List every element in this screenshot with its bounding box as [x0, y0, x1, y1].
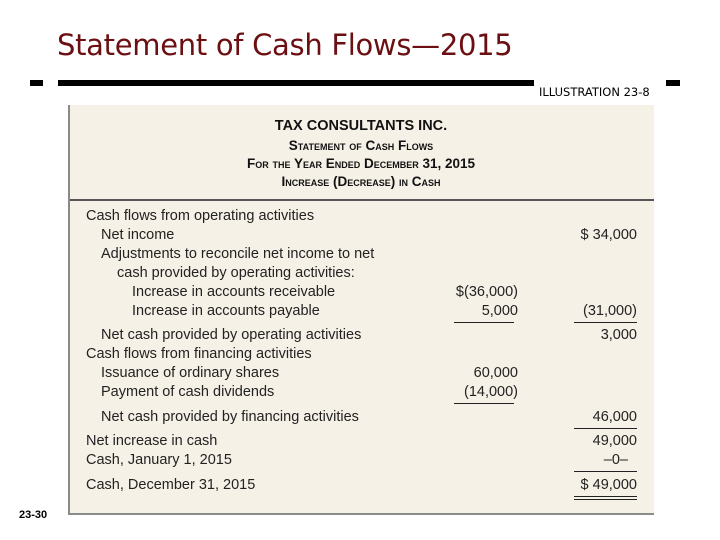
row-label: Increase in accounts receivable — [132, 284, 336, 300]
subtotal-underline — [574, 322, 637, 323]
row-label: Cash, January 1, 2015 — [86, 452, 232, 468]
row-label: Cash flows from financing activities — [86, 346, 312, 362]
row-label: Net income — [101, 227, 175, 243]
row-amount-detail: 60,000 — [473, 365, 518, 381]
statement-row — [68, 208, 654, 226]
statement-row — [68, 303, 654, 321]
row-amount-total: (31,000) — [582, 303, 637, 319]
statement-period: For the Year Ended December 31, 2015 — [246, 156, 476, 171]
statement-row — [68, 409, 654, 427]
row-amount-detail: $(36,000) — [455, 284, 518, 300]
statement-row — [68, 346, 654, 364]
row-label: Cash flows from operating activities — [86, 208, 315, 224]
statement-row — [68, 365, 654, 383]
panel-bottom-border — [68, 513, 654, 515]
title-rule-left — [30, 80, 43, 86]
row-label: Issuance of ordinary shares — [101, 365, 280, 381]
page-number: 23-30 — [19, 509, 48, 521]
row-label: Net cash provided by financing activities — [101, 409, 359, 425]
row-amount-total: $ 34,000 — [580, 227, 637, 243]
subtotal-underline — [574, 428, 637, 429]
double-underline-top — [574, 496, 637, 497]
slide-title: Statement of Cash Flows—2015 — [57, 28, 513, 62]
row-amount-total: 49,000 — [592, 433, 637, 449]
header-divider — [70, 199, 654, 201]
statement-row — [68, 477, 654, 495]
row-label: Increase in accounts payable — [132, 303, 320, 319]
double-underline-bottom — [574, 499, 637, 500]
row-label: Cash, December 31, 2015 — [86, 477, 256, 493]
row-amount-total: 46,000 — [592, 409, 637, 425]
statement-row — [68, 384, 654, 402]
statement-row — [68, 246, 654, 264]
row-label: Payment of cash dividends — [101, 384, 275, 400]
subtotal-underline — [454, 403, 514, 404]
subtotal-underline — [454, 322, 514, 323]
subtotal-underline — [574, 471, 637, 472]
cash-flow-statement-panel — [68, 105, 654, 515]
statement-row — [68, 433, 654, 451]
row-amount-total: 3,000 — [600, 327, 637, 343]
company-name: TAX CONSULTANTS INC. — [274, 118, 448, 134]
row-amount-total: $ 49,000 — [580, 477, 637, 493]
title-rule-right — [666, 80, 680, 86]
row-label: cash provided by operating activities: — [117, 265, 355, 281]
row-amount-detail: (14,000) — [463, 384, 518, 400]
statement-row — [68, 327, 654, 345]
row-label: Adjustments to reconcile net income to net — [101, 246, 375, 262]
row-label: Net increase in cash — [86, 433, 218, 449]
statement-subtitle: Increase (Decrease) in Cash — [281, 174, 441, 189]
statement-title: Statement of Cash Flows — [288, 138, 434, 153]
statement-row — [68, 227, 654, 245]
statement-row — [68, 452, 654, 470]
statement-row — [68, 265, 654, 283]
row-amount-detail: 5,000 — [481, 303, 518, 319]
illustration-label: ILLUSTRATION 23-8 — [539, 85, 650, 99]
statement-row — [68, 284, 654, 302]
title-rule — [58, 80, 534, 86]
row-label: Net cash provided by operating activities — [101, 327, 362, 343]
row-amount-total: –0– — [603, 452, 628, 468]
